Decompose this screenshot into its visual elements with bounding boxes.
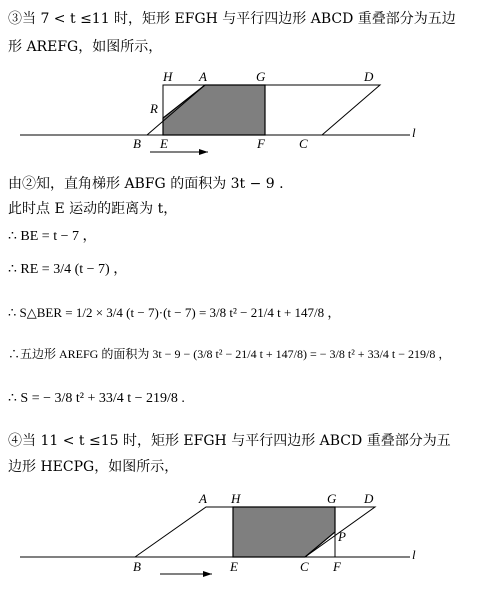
label-f: F [257, 136, 265, 151]
solution-line4: ∴ RE = 3/4 (t − 7) ， [8, 262, 128, 277]
label-d: D [364, 491, 374, 506]
solution-line5: ∴ S△BER = 1/2 × 3/4 (t − 7)·(t − 7) = 3/8 t² − 21/4 t + 147/8 ， [8, 305, 341, 320]
arrow-head [199, 149, 208, 155]
label-a: A [199, 491, 207, 506]
label-r: R [150, 101, 158, 116]
label-b: B [133, 136, 141, 151]
label-g: G [256, 69, 266, 84]
part3-line2: 形 AREFG，如图所示， [8, 39, 163, 55]
part4-line2: 边形 HECPG，如图所示， [8, 459, 179, 475]
label-h: H [163, 69, 173, 84]
label-l: l [412, 125, 416, 140]
label-e: E [230, 559, 238, 574]
label-f: F [333, 559, 341, 574]
solution-line6: ∴五边形 AREFG 的面积为 3t − 9 − (3/8 t² − 21/4 t + 147/8) = − 3/8 t² + 33/4 t − 219/8 ， [8, 347, 451, 361]
label-a: A [199, 69, 207, 84]
solution-line7: ∴ S = − 3/8 t² + 33/4 t − 219/8 . [8, 391, 185, 406]
label-e: E [160, 136, 168, 151]
solution-line1: 由②知，直角梯形 ABFG 的面积为 3t − 9 . [8, 176, 284, 192]
label-c: C [299, 136, 308, 151]
part4-line1: ④当 11 < t ≤15 时，矩形 EFGH 与平行四边形 ABCD 重叠部分为五 [8, 433, 451, 449]
figure-1 [0, 62, 495, 162]
overlap-pentagon [233, 507, 335, 557]
label-l: l [412, 547, 416, 562]
part3-line1: ③当 7 < t ≤11 时，矩形 EFGH 与平行四边形 ABCD 重叠部分为五边 [8, 11, 456, 27]
label-g: G [327, 491, 337, 506]
solution-line3: ∴ BE = t − 7 ， [8, 229, 97, 244]
label-p: P [338, 529, 346, 544]
label-d: D [364, 69, 374, 84]
overlap-pentagon [163, 85, 265, 135]
arrow-head [203, 571, 212, 577]
label-h: H [231, 491, 241, 506]
solution-line2: 此时点 E 运动的距离为 t， [8, 201, 178, 217]
label-c: C [300, 559, 309, 574]
label-b: B [133, 559, 141, 574]
figure-2 [0, 484, 495, 589]
